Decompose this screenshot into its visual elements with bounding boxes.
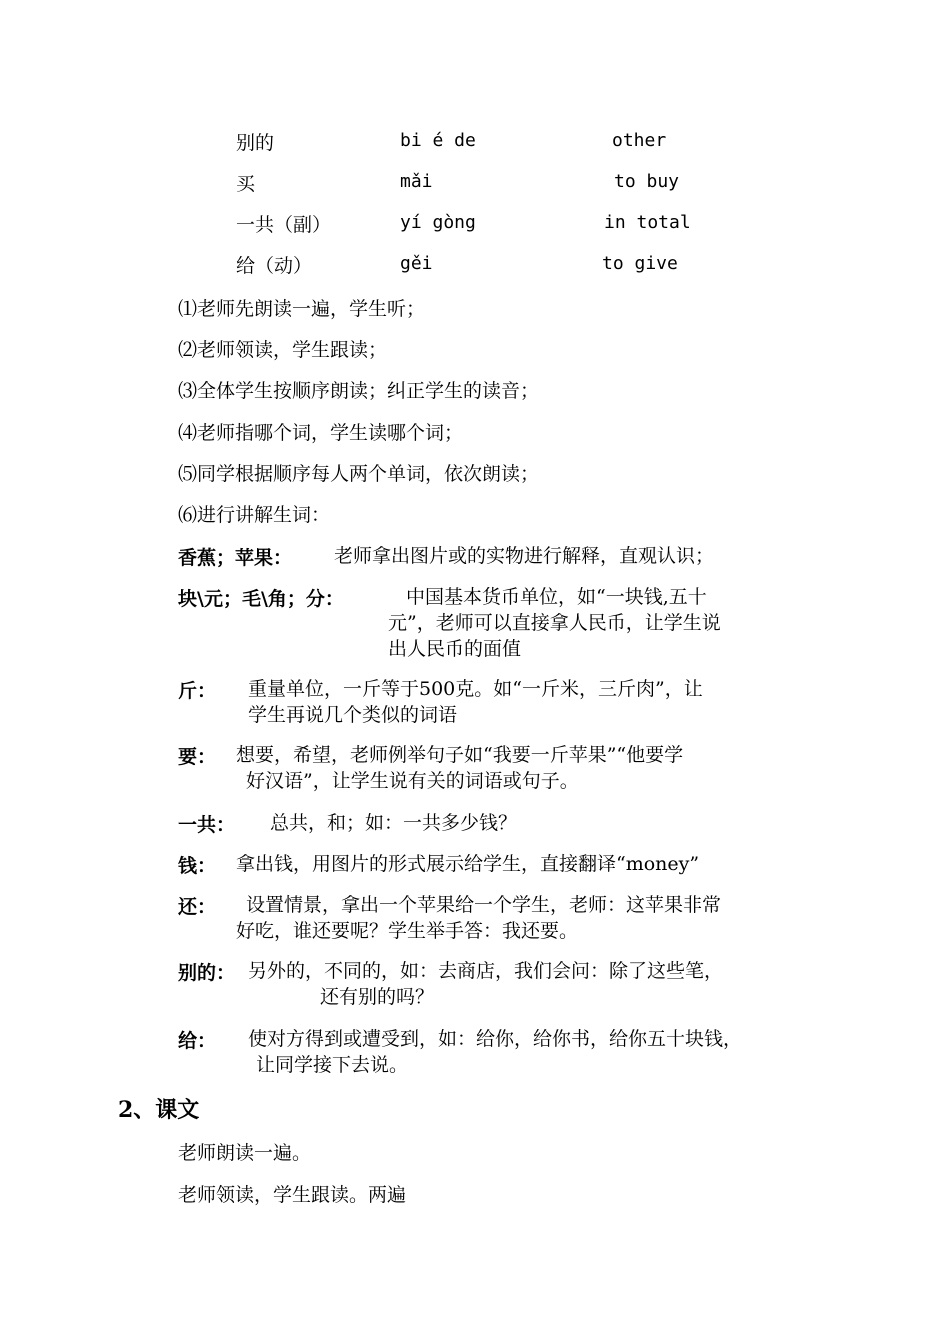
term-text: 出人民币的面值 [388,638,522,660]
term-text: 让同学接下去说。 [256,1054,409,1076]
term-text: 重量单位，一斤等于500克。如“一斤米，三斤肉”，让 [248,678,703,700]
term-label: 块\元；毛\角；分： [178,588,344,610]
step-item: ⑵老师领读，学生跟读； [178,339,388,361]
vocab-pinyin: bi é de [400,130,476,151]
section-heading: 2、课文 [118,1097,200,1123]
term-text: 设置情景，拿出一个苹果给一个学生，老师：这苹果非常 [246,894,722,916]
step-item: ⑴老师先朗读一遍，学生听； [178,298,426,320]
term-label: 斤： [178,680,217,702]
step-item: ⑷老师指哪个词，学生读哪个词； [178,422,464,444]
term-text: 中国基本货币单位，如“一块钱,五十 [406,586,707,608]
term-text: 总共，和；如：一共多少钱？ [270,812,518,834]
term-text: 另外的，不同的，如：去商店，我们会问：除了这些笔， [248,960,724,982]
term-label: 一共： [178,814,236,836]
section-line: 老师朗读一遍。 [178,1142,312,1164]
term-text: 拿出钱，用图片的形式展示给学生，直接翻译“money” [236,853,700,875]
vocab-word: 买 [236,173,256,195]
term-text: 元”，老师可以直接拿人民币，让学生说 [388,612,721,634]
term-label: 还： [178,896,217,918]
vocab-english: other [612,130,667,151]
term-text: 好吃，谁还要呢？学生举手答：我还要。 [236,920,579,942]
term-label: 给： [178,1030,217,1052]
step-item: ⑹进行讲解生词： [178,504,331,526]
vocab-english: to give [602,253,678,274]
term-text: 老师拿出图片或的实物进行解释，直观认识； [334,545,715,567]
vocab-english: to buy [614,171,680,192]
vocab-word: 一共（副） [236,214,332,236]
vocab-word: 给（动） [236,255,313,277]
term-label: 香蕉；苹果： [178,547,293,569]
vocab-word: 别的 [236,132,275,154]
term-text: 想要，希望，老师例举句子如“我要一斤苹果”“他要学 [236,744,684,766]
vocab-pinyin: mǎi [400,171,433,192]
term-text: 还有别的吗？ [320,986,435,1008]
vocab-pinyin: yí gòng [400,212,476,233]
term-label: 要： [178,746,217,768]
term-text: 使对方得到或遭受到，如：给你，给你书，给你五十块钱， [248,1028,743,1050]
term-text: 学生再说几个类似的词语 [248,704,458,726]
term-label: 别的： [178,962,236,984]
vocab-pinyin: gěi [400,253,433,274]
step-item: ⑶全体学生按顺序朗读；纠正学生的读音； [178,380,540,402]
term-label: 钱： [178,855,217,877]
step-item: ⑸同学根据顺序每人两个单词，依次朗读； [178,463,540,485]
term-text: 好汉语”，让学生说有关的词语或句子。 [246,770,579,792]
vocab-english: in total [604,212,691,233]
section-line: 老师领读，学生跟读。两遍 [178,1184,407,1206]
